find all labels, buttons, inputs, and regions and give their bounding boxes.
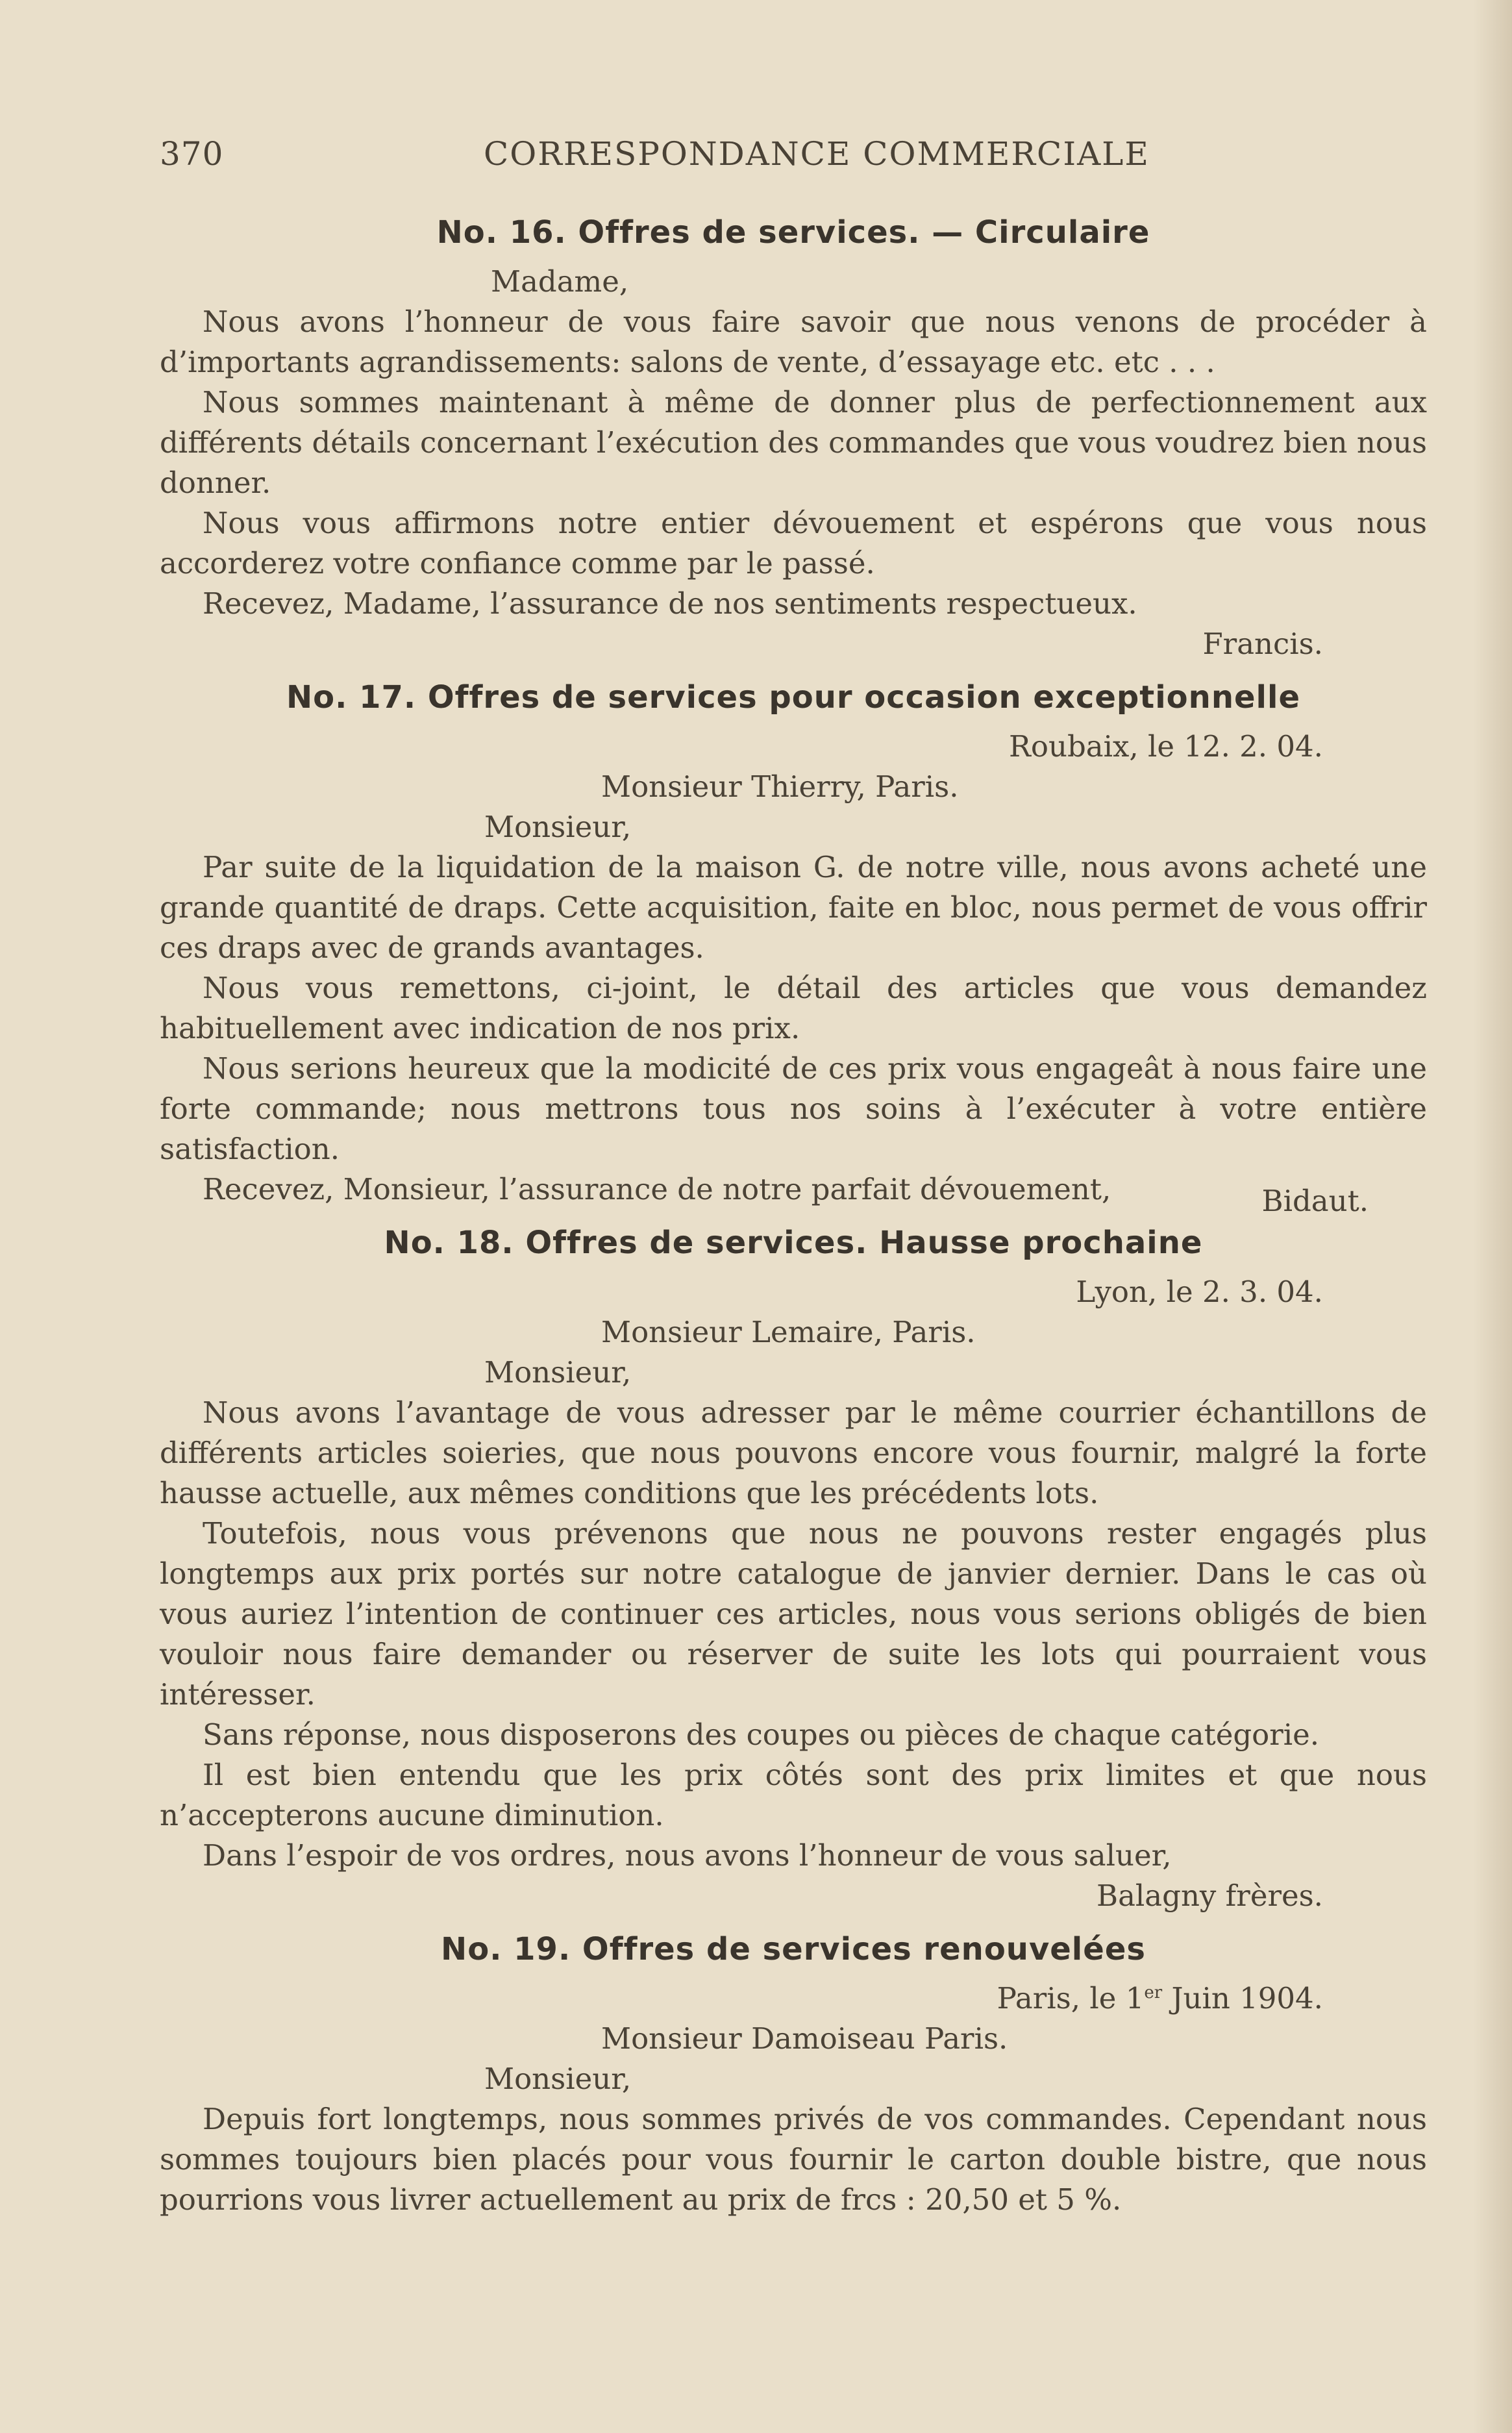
paragraph: Nous serions heureux que la modicité de ces prix vous engageât à nous faire une forte commande; nous mettrons tous nos soins à l’exécuter à votre entière satisfaction. xyxy=(160,1051,1427,1166)
letter-no-16 xyxy=(160,211,1427,664)
dateline: Roubaix, le 12. 2. 04. xyxy=(1009,729,1323,764)
dateline-prefix: Paris, le 1 xyxy=(997,1981,1145,2015)
addressee: Monsieur Thierry, Paris. xyxy=(601,769,959,804)
section-title: No. 17. Offres de services pour occasion exceptionnelle xyxy=(286,679,1301,716)
paragraph: Sans réponse, nous disposerons des coupes ou pièces de chaque catégorie. xyxy=(203,1717,1320,1752)
salutation: Madame, xyxy=(491,264,629,299)
salutation: Monsieur, xyxy=(484,810,632,844)
dateline xyxy=(160,1978,1427,2019)
closing: Recevez, Monsieur, l’assurance de notre parfait dévouement, xyxy=(203,1172,1111,1206)
addressee: Monsieur Lemaire, Paris. xyxy=(601,1315,976,1349)
signature: Balagny frères. xyxy=(1097,1878,1323,1913)
dateline-superscript: er xyxy=(1144,1983,1163,2003)
salutation: Monsieur, xyxy=(484,2062,632,2096)
paragraph: Nous sommes maintenant à même de donner plus de perfectionnement aux différents détails concernant l’exécution des commandes que vous voudrez bien nous donner. xyxy=(160,385,1427,500)
paragraph: Il est bien entendu que les prix côtés sont des prix limites et que nous n’accepterons aucune diminution. xyxy=(160,1758,1427,1832)
section-title: No. 18. Offres de services. Hausse prochaine xyxy=(384,1225,1203,1261)
running-title: CORRESPONDANCE COMMERCIALE xyxy=(484,135,1150,173)
letter-no-19 xyxy=(160,1928,1427,2220)
page-content xyxy=(160,211,1427,2220)
paragraph: Depuis fort longtemps, nous sommes privés de vos commandes. Cependant nous sommes toujours bien placés pour vous fournir le carton double bistre, que nous pourrions vous livrer actuellement au prix de frcs : 20,50 et 5 %. xyxy=(160,2102,1427,2217)
page-number: 370 xyxy=(160,135,224,173)
section-title: No. 16. Offres de services. — Circulaire xyxy=(436,214,1150,251)
page-header xyxy=(0,135,1512,174)
letter-no-18 xyxy=(160,1221,1427,1916)
signature: Francis. xyxy=(1202,627,1323,661)
closing-line xyxy=(160,1169,1427,1218)
paragraph: Nous vous affirmons notre entier dévouement et espérons que vous nous accorderez votre confiance comme par le passé. xyxy=(160,506,1427,580)
dateline-suffix: Juin 1904. xyxy=(1162,1981,1323,2015)
paragraph: Nous vous remettons, ci-joint, le détail des articles que vous demandez habituellement avec indication de nos prix. xyxy=(160,971,1427,1045)
paragraph: Recevez, Madame, l’assurance de nos sentiments respectueux. xyxy=(203,586,1137,621)
section-title: No. 19. Offres de services renouvelées xyxy=(441,1931,1146,1967)
paragraph: Dans l’espoir de vos ordres, nous avons l’honneur de vous saluer, xyxy=(203,1838,1172,1873)
paragraph: Toutefois, nous vous prévenons que nous ne pouvons rester engagés plus longtemps aux prix portés sur notre catalogue de janvier dernier. Dans le cas où vous auriez l’intention de continuer ces articles, nous vous serions obligés de bien vouloir nous faire demander ou réserver de suite les lots qui pourraient vous intéresser. xyxy=(160,1516,1427,1712)
paragraph: Par suite de la liquidation de la maison G. de notre ville, nous avons acheté une grande quantité de draps. Cette acquisition, faite en bloc, nous permet de vous offrir ces draps avec de grands avantages. xyxy=(160,850,1427,965)
addressee: Monsieur Damoiseau Paris. xyxy=(601,2021,1008,2056)
paragraph: Nous avons l’honneur de vous faire savoir que nous venons de procéder à d’importants agrandissements: salons de vente, d’essayage etc. etc . . . xyxy=(160,305,1427,379)
signature: Bidaut. xyxy=(1261,1184,1369,1218)
dateline: Lyon, le 2. 3. 04. xyxy=(1076,1275,1323,1309)
page-edge-shadow xyxy=(1473,0,1512,2433)
salutation: Monsieur, xyxy=(484,1355,632,1390)
letter-no-17 xyxy=(160,676,1427,1218)
paragraph: Nous avons l’avantage de vous adresser par le même courrier échantillons de différents articles soieries, que nous pouvons encore vous fournir, malgré la forte hausse actuelle, aux mêmes conditions que les précédents lots. xyxy=(160,1395,1427,1510)
